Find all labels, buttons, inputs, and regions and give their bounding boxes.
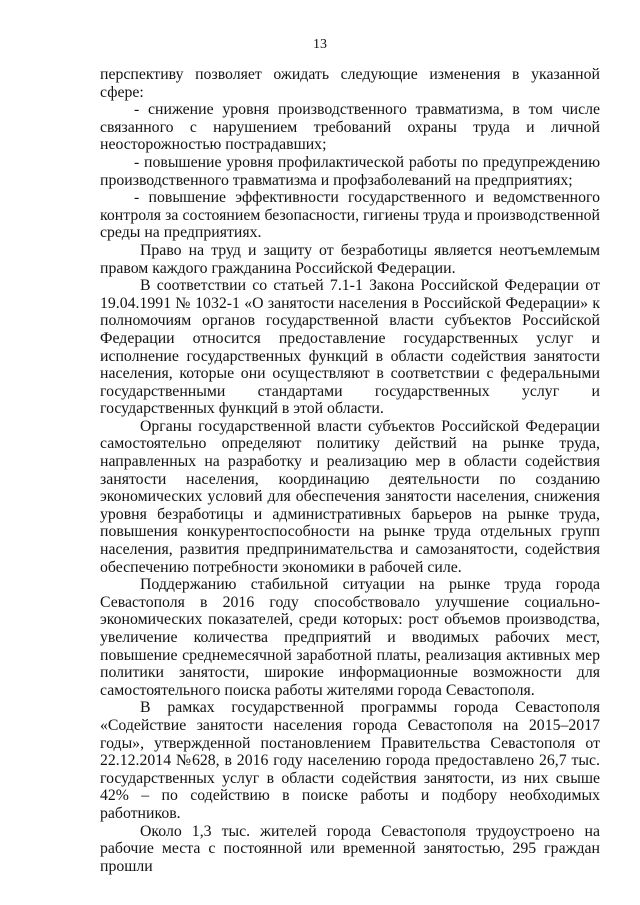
list-item-prevention-work: - повышение уровня профилактической работы по предупреждению производственного травматизма и профзаболеваний на предприятиях; — [100, 153, 600, 189]
paragraph-law-article: В соответствии со статьей 7.1-1 Закона Российской Федерации от 19.04.1991 № 1032-1 «О занятости населения в Российской Федерации» к полномочиям органов государственной власти субъектов Российской Федерации относится предоставление государственных услуг и исполнение государственных функций в области содействия занятости населения, которые они осуществляют в соответствии с федеральными государственными стандартами государственных услуг и государственных функций в этой области. — [100, 277, 600, 418]
paragraph-labor-market-2016: Поддержанию стабильной ситуации на рынке труда города Севастополя в 2016 году способствовало улучшение социально-экономических показателей, среди которых: рост объемов производства, увеличение количества предприятий и вводимых рабочих мест, повышение среднемесячной заработной платы, реализация активных мер политики занятости, широкие информационные возможности для самостоятельного поиска работы жителями города Севастополя. — [100, 576, 600, 699]
list-item-state-control: - повышение эффективности государственного и ведомственного контроля за состоянием безопасности, гигиены труда и производственной среды на предприятиях. — [100, 189, 600, 242]
paragraph-regional-authorities: Органы государственной власти субъектов Российской Федерации самостоятельно определяют политику действий на рынке труда, направленных на разработку и реализацию мер в области содействия занятости населения, координацию деятельности по созданию экономических условий для обеспечения занятости населения, снижения уровня безработицы и административных барьеров на рынке труда, повышения конкурентоспособности на рынке труда отдельных групп населения, развития предпринимательства и самозанятости, содействия обеспечению потребности экономики в рабочей силе. — [100, 417, 600, 576]
paragraph-state-program: В рамках государственной программы города Севастополя «Содействие занятости населения города Севастополя на 2015–2017 годы», утвержденной постановлением Правительства Севастополя от 22.12.2014 №628, в 2016 году населению города предоставлено 26,7 тыс. государственных услуг в области содействия занятости, из них свыше 42% – по содействию в поиске работы и подбору необходимых работников. — [100, 699, 600, 822]
page-number: 13 — [313, 37, 327, 52]
paragraph-intro: перспективу позволяет ожидать следующие изменения в указанной сфере: — [100, 66, 600, 101]
paragraph-employed-residents: Около 1,3 тыс. жителей города Севастополя трудоустроено на рабочие места с постоянной или временной занятостью, 295 граждан прошли — [100, 822, 600, 875]
document-body — [100, 66, 600, 875]
paragraph-right-to-work: Право на труд и защиту от безработицы является неотъемлемым правом каждого гражданина Российской Федерации. — [100, 241, 600, 277]
list-item-injury-reduction: - снижение уровня производственного травматизма, в том числе связанного с нарушением требований охраны труда и личной неосторожностью пострадавших; — [100, 101, 600, 154]
